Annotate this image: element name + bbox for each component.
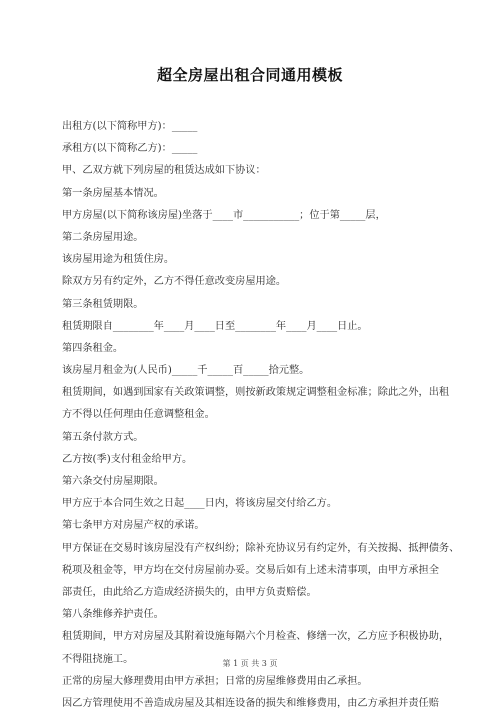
- text-line: 甲方房屋(以下简称该房屋)坐落于____市___________；位于第_____层，: [62, 209, 386, 221]
- text-line: 税项及租金等，甲方均在交付房屋前办妥。交易后如有上述未清事项，由甲方承担全: [62, 564, 439, 576]
- text-line: 租赁期间，如遇到国家有关政策调整，则按新政策规定调整租金标准；除此之外，出租: [62, 387, 450, 399]
- section-heading: 第八条维修养护责任。: [62, 609, 164, 621]
- section-heading: 第五条付款方式。: [62, 431, 144, 443]
- contract-body: [62, 116, 462, 715]
- section-heading: 第二条房屋用途。: [62, 231, 144, 243]
- section-heading: 第一条房屋基本情况。: [62, 187, 164, 199]
- text-line: 部责任，由此给乙方造成经济损失的，由甲方负责赔偿。: [62, 586, 317, 598]
- text-line: 因乙方管理使用不善造成房屋及其相连设备的损失和维修费用，由乙方承担并责任赔: [62, 697, 439, 709]
- text-line: 租赁期限自________年____月____日至________年____月____日止。: [62, 320, 368, 332]
- section-heading: 第四条租金。: [62, 342, 124, 354]
- text-line: 甲方保证在交易时该房屋没有产权纠纷；除补充协议另有约定外，有关按揭、抵押债务、: [62, 542, 460, 554]
- text-line: 该房屋月租金为(人民币)_____千_____百_____拾元整。: [62, 365, 310, 377]
- text-line: 除双方另有约定外，乙方不得任意改变房屋用途。: [62, 276, 287, 288]
- text-line: 甲、乙双方就下列房屋的租赁达成如下协议：: [62, 165, 266, 177]
- section-heading: 第七条甲方对房屋产权的承诺。: [62, 520, 205, 532]
- page-footer: 第 1 页 共 3 页: [222, 659, 278, 668]
- text-line: 甲方应于本合同生效之日起____日内，将该房屋交付给乙方。: [62, 498, 338, 510]
- text-line: 方不得以任何理由任意调整租金。: [62, 409, 215, 421]
- text-line: 出租方(以下简称甲方)：_____: [62, 121, 198, 132]
- text-line: 正常的房屋大修理费用由甲方承担；日常的房屋维修费用由乙承担。: [62, 675, 368, 687]
- text-line: 承租方(以下简称乙方)：_____: [62, 143, 198, 155]
- text-line: 租赁期间，甲方对房屋及其附着设施每隔六个月检查、修缮一次，乙方应予积极协助，: [62, 631, 450, 643]
- section-heading: 第三条租赁期限。: [62, 298, 144, 310]
- text-line: 不得阻挠施工。: [62, 653, 134, 665]
- text-line: 该房屋用途为租赁住房。: [62, 254, 175, 266]
- text-line: 乙方按(季)支付租金给甲方。: [62, 453, 193, 465]
- document-title: 超全房屋出租合同通用模板: [156, 66, 343, 84]
- section-heading: 第六条交付房屋期限。: [62, 476, 164, 487]
